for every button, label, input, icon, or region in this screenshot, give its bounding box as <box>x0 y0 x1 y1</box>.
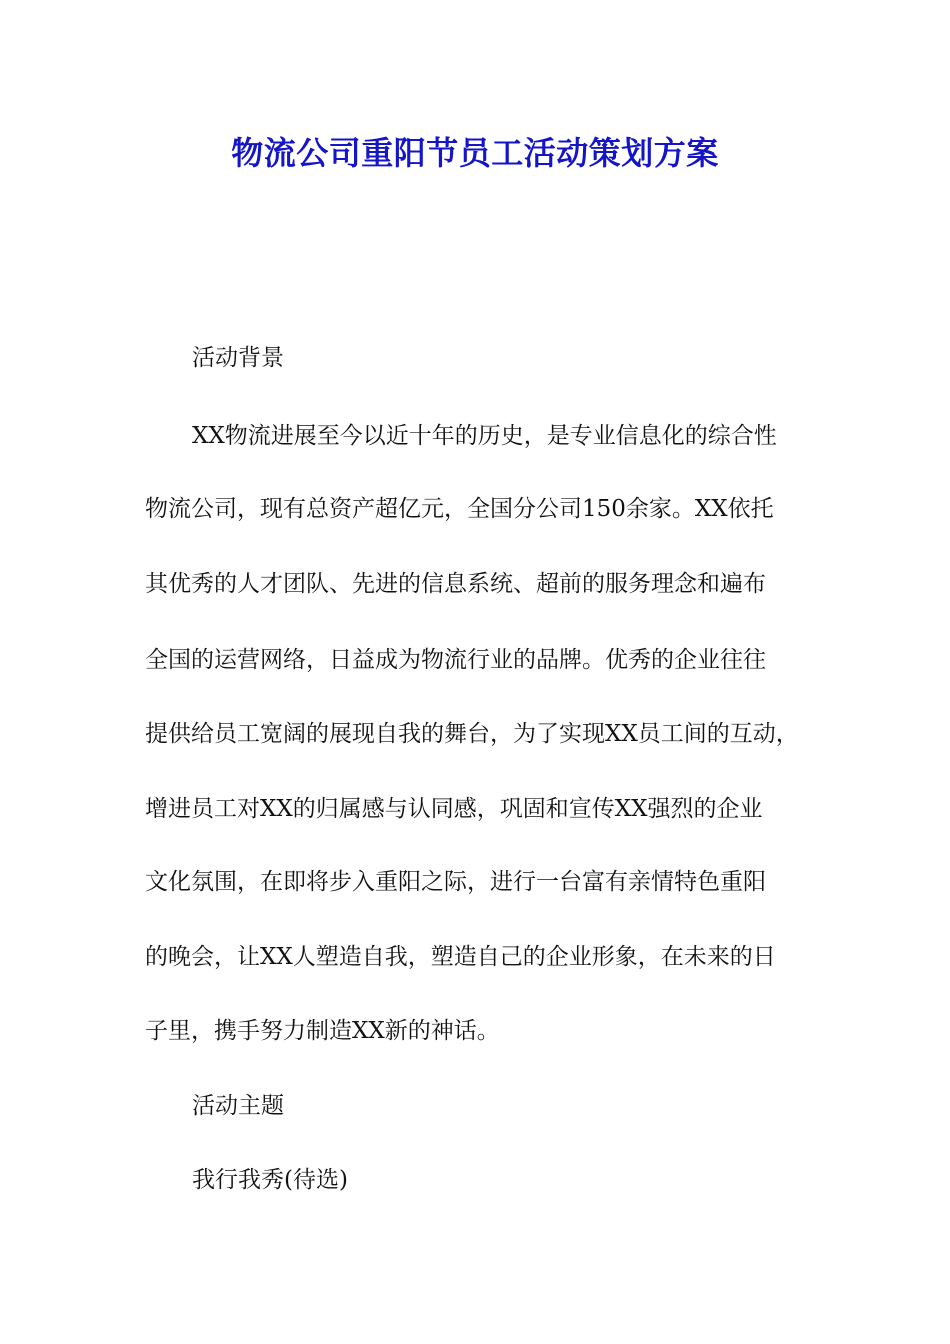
document-title: 物流公司重阳节员工活动策划方案 <box>231 134 719 172</box>
paragraph-line: 全国的运营网络，日益成为物流行业的品牌。优秀的企业往往 <box>145 647 766 673</box>
paragraph-line: 增进员工对XX的归属感与认同感，巩固和宣传XX强烈的企业 <box>145 796 763 822</box>
paragraph-line: 其优秀的人才团队、先进的信息系统、超前的服务理念和遍布 <box>145 571 766 597</box>
paragraph-line: XX物流进展至今以近十年的历史，是专业信息化的综合性 <box>192 423 777 449</box>
paragraph-line: 物流公司，现有总资产超亿元，全国分公司150余家。XX依托 <box>145 496 774 522</box>
paragraph-line: 子里，携手努力制造XX新的神话。 <box>145 1018 500 1044</box>
section-heading-background: 活动背景 <box>192 345 284 371</box>
paragraph-line: 的晚会，让XX人塑造自我，塑造自己的企业形象，在未来的日 <box>145 944 776 970</box>
section-heading-theme: 活动主题 <box>192 1093 284 1119</box>
paragraph-line: 我行我秀(待选) <box>192 1167 348 1193</box>
paragraph-line: 文化氛围，在即将步入重阳之际，进行一台富有亲情特色重阳 <box>145 869 766 895</box>
paragraph-line: 提供给员工宽阔的展现自我的舞台，为了实现XX员工间的互动， <box>145 721 799 747</box>
